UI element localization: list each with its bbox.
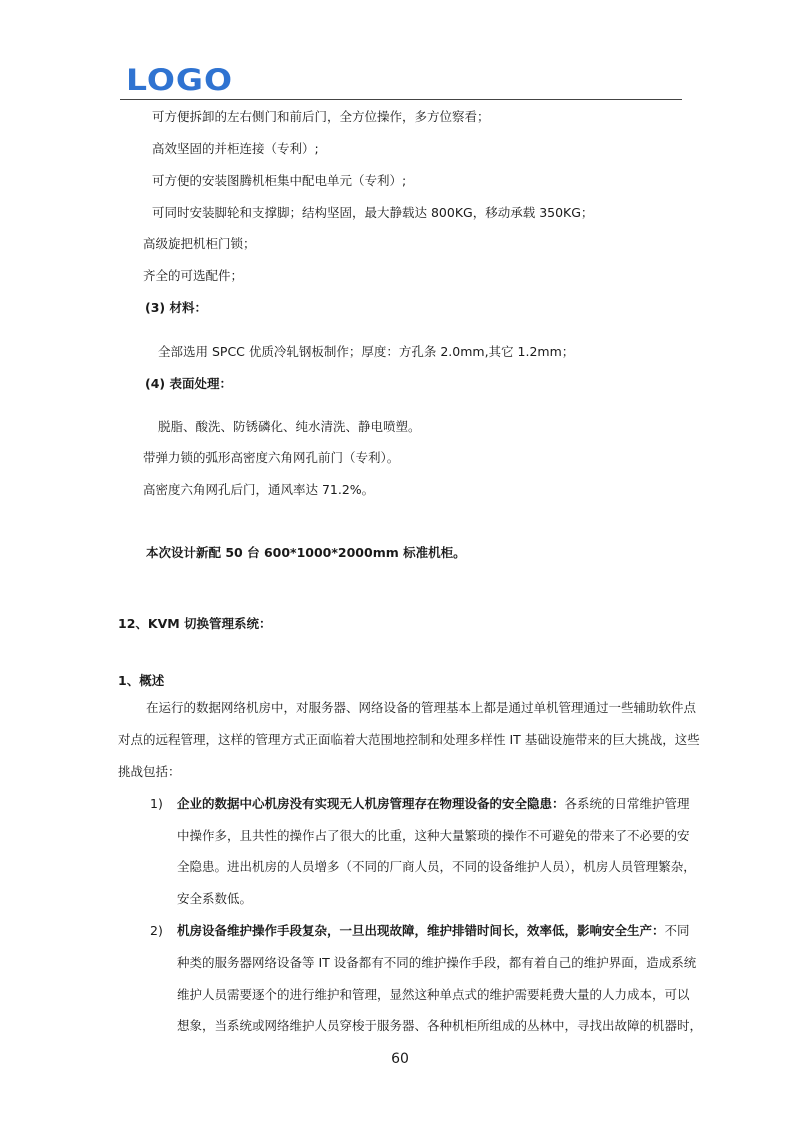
surface-heading: (4) 表面处理： xyxy=(145,376,232,391)
overview-line: 挑战包括： xyxy=(118,764,181,779)
material-text: 全部选用 SPCC 优质冷轧钢板制作；厚度：方孔条 2.0mm,其它 1.2mm； xyxy=(158,344,575,359)
design-note: 本次设计新配 50 台 600*1000*2000mm 标准机柜。 xyxy=(146,545,466,560)
challenge-title: 企业的数据中心机房没有实现无人机房管理存在物理设备的安全隐患： xyxy=(177,796,565,811)
challenge-line: 安全系数低。 xyxy=(177,891,253,906)
challenge-line: 全隐患。进出机房的人员增多（不同的厂商人员，不同的设备维护人员），机房人员管理繁杂， xyxy=(177,859,696,874)
header-divider xyxy=(120,99,682,100)
challenge-first-line xyxy=(177,794,690,814)
feature-item: 高级旋把机柜门锁； xyxy=(143,236,256,251)
surface-text: 脱脂、酸洗、防锈磷化、纯水清洗、静电喷塑。 xyxy=(158,419,421,434)
material-heading: (3) 材料： xyxy=(145,300,207,315)
subsection-title: 1、概述 xyxy=(118,673,165,688)
feature-item: 可方便的安装图腾机柜集中配电单元（专利）; xyxy=(152,173,407,188)
feature-item: 高效坚固的并柜连接（专利）; xyxy=(152,141,319,156)
challenge-first-line xyxy=(177,921,690,941)
challenge-line: 种类的服务器网络设备等 IT 设备都有不同的维护操作手段，都有着自己的维护界面，造成系统 xyxy=(177,955,697,970)
feature-item: 齐全的可选配件； xyxy=(143,268,244,283)
challenge-text: 各系统的日常维护管理 xyxy=(564,796,690,811)
section-title: 12、KVM 切换管理系统： xyxy=(118,616,272,631)
overview-line: 在运行的数据网络机房中，对服务器、网络设备的管理基本上都是通过单机管理通过一些辅助软件点 xyxy=(146,700,697,715)
page-number: 60 xyxy=(391,1051,409,1067)
challenge-line: 中操作多，且共性的操作占了很大的比重，这种大量繁琐的操作不可避免的带来了不必要的安 xyxy=(177,828,690,843)
door-item: 带弹力锁的弧形高密度六角网孔前门（专利）。 xyxy=(143,450,400,465)
list-number: 2) xyxy=(150,923,163,938)
list-number: 1) xyxy=(150,796,163,811)
overview-line: 对点的远程管理，这样的管理方式正面临着大范围地控制和处理多样性 IT 基础设施带来的巨大挑战，这些 xyxy=(118,732,700,747)
feature-item: 可同时安装脚轮和支撑脚；结构坚固，最大静载达 800KG，移动承载 350KG； xyxy=(152,205,594,220)
logo: LOGO xyxy=(126,62,234,98)
challenge-line: 维护人员需要逐个的进行维护和管理，显然这种单点式的维护需要耗费大量的人力成本，可以 xyxy=(177,987,690,1002)
feature-item: 可方便拆卸的左右侧门和前后门，全方位操作，多方位察看； xyxy=(152,109,490,124)
door-item: 高密度六角网孔后门，通风率达 71.2%。 xyxy=(143,482,375,497)
challenge-line: 想象，当系统或网络维护人员穿梭于服务器、各种机柜所组成的丛林中，寻找出故障的机器时， xyxy=(177,1018,703,1033)
challenge-text: 不同 xyxy=(664,923,690,938)
challenge-title: 机房设备维护操作手段复杂，一旦出现故障，维护排错时间长，效率低，影响安全生产： xyxy=(177,923,665,938)
